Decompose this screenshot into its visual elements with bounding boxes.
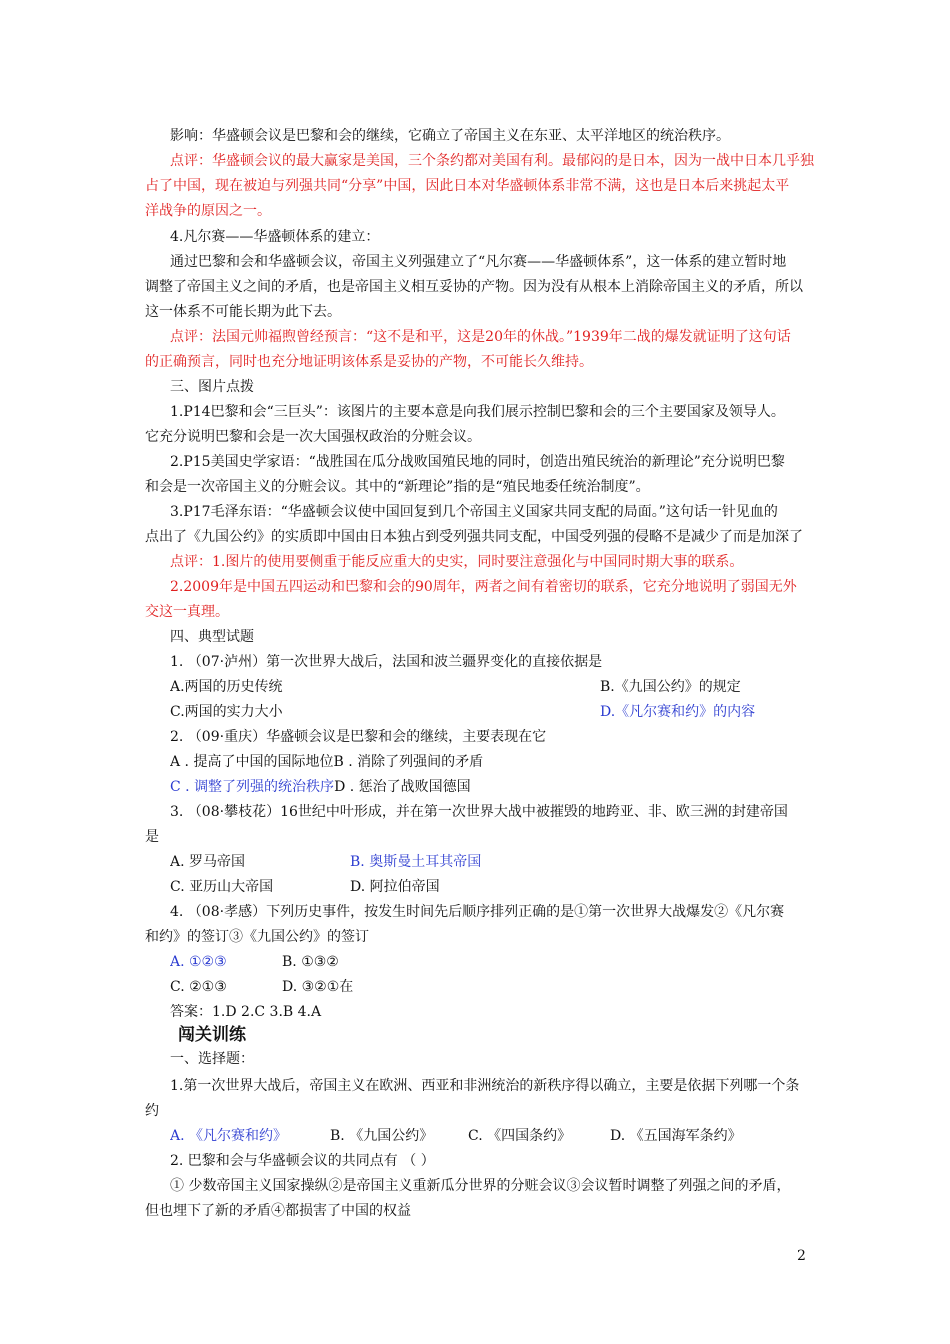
body-line: 调整了帝国主义之间的矛盾，也是帝国主义相互妥协的产物。因为没有从根本上消除帝国主义的矛盾，所以 xyxy=(145,279,803,295)
comment-line: 点评：法国元帅福煦曾经预言：“这不是和平，这是20年的休战。”1939年二战的爆发就证明了这句话 xyxy=(170,329,791,345)
option-c: C. ②①③ xyxy=(170,979,227,995)
option-c: C. 《四国条约》 xyxy=(468,1128,572,1144)
comment-line: 点评：华盛顿会议的最大赢家是美国，三个条约都对美国有利。最郁闷的是日本，因为一战中日本几乎独 xyxy=(170,153,814,169)
option-c: C.两国的实力大小 xyxy=(170,704,283,720)
training-question-1-stem: 1.第一次世界大战后，帝国主义在欧洲、西亚和非洲统治的新秩序得以确立，主要是依据下列哪一个条 xyxy=(170,1078,800,1094)
option-d: D. ③②①在 xyxy=(282,979,354,995)
option-d: D . 惩治了战败国德国 xyxy=(334,779,471,795)
option-row xyxy=(170,677,815,697)
comment-line: 交这一真理。 xyxy=(145,604,229,620)
option-row xyxy=(170,877,815,897)
option-row xyxy=(170,1126,815,1146)
question-3-stem: 是 xyxy=(145,829,159,845)
body-line: 但也埋下了新的矛盾④都损害了中国的权益 xyxy=(145,1203,411,1219)
option-b-answer: B. 奥斯曼土耳其帝国 xyxy=(350,854,482,870)
option-row: A . 提高了中国的国际地位B . 消除了列强间的矛盾 xyxy=(170,754,484,770)
question-2-stem: 2. （09·重庆）华盛顿会议是巴黎和会的继续，主要表现在它 xyxy=(170,729,547,745)
option-row xyxy=(170,777,815,797)
influence-paragraph: 影响：华盛顿会议是巴黎和会的继续，它确立了帝国主义在东亚、太平洋地区的统治秩序。 xyxy=(170,128,730,144)
body-line: 和会是一次帝国主义的分赃会议。其中的“新理论”指的是“殖民地委任统治制度”。 xyxy=(145,479,650,495)
question-4-stem: 4. （08·孝感）下列历史事件，按发生时间先后顺序排列正确的是①第一次世界大战爆发②《凡尔赛 xyxy=(170,904,785,920)
option-d: D. 《五国海军条约》 xyxy=(610,1128,742,1144)
question-4-stem: 和约》的签订③《九国公约》的签订 xyxy=(145,929,369,945)
body-line: 它充分说明巴黎和会是一次大国强权政治的分赃会议。 xyxy=(145,429,481,445)
body-line: 3.P17毛泽东语：“华盛顿会议使中国回复到几个帝国主义国家共同支配的局面。”这句话一针见血的 xyxy=(170,504,778,520)
option-a-answer: A. ①②③ xyxy=(170,954,227,970)
option-b: B. ①③② xyxy=(282,954,339,970)
body-line: ① 少数帝国主义国家操纵②是帝国主义重新瓜分世界的分赃会议③会议暂时调整了列强之间的矛盾， xyxy=(170,1178,791,1194)
section-4-title: 四、典型试题 xyxy=(170,629,254,645)
section-4-title: 4.凡尔赛——华盛顿体系的建立： xyxy=(170,229,380,245)
option-d-answer: D.《凡尔赛和约》的内容 xyxy=(600,704,756,720)
option-c-answer: C . 调整了列强的统治秩序 xyxy=(170,779,335,795)
option-a: A.两国的历史传统 xyxy=(170,679,283,695)
option-c: C. 亚历山大帝国 xyxy=(170,879,274,895)
option-row xyxy=(170,977,815,997)
body-line: 2.P15美国史学家语：“战胜国在瓜分战败国殖民地的同时，创造出殖民统治的新理论”充分说明巴黎 xyxy=(170,454,785,470)
comment-line: 2.2009年是中国五四运动和巴黎和会的90周年，两者之间有着密切的联系，它充分地说明了弱国无外 xyxy=(170,579,797,595)
option-d: D. 阿拉伯帝国 xyxy=(350,879,440,895)
option-a-answer: A. 《凡尔赛和约》 xyxy=(170,1128,288,1144)
option-row xyxy=(170,702,815,722)
body-line: 这一体系不可能长期为此下去。 xyxy=(145,304,341,320)
option-a: A. 罗马帝国 xyxy=(170,854,246,870)
comment-line: 的正确预言，同时也充分地证明该体系是妥协的产物，不可能长久维持。 xyxy=(145,354,593,370)
comment-line: 点评：1.图片的使用要侧重于能反应重大的史实，同时要注意强化与中国同时期大事的联系。 xyxy=(170,554,744,570)
option-row xyxy=(170,952,815,972)
training-heading: 闯关训练 xyxy=(178,1025,246,1045)
body-line: 点出了《九国公约》的实质即中国由日本独占到受列强共同支配，中国受列强的侵略不是减少了而是加深了 xyxy=(145,529,803,545)
comment-line: 占了中国，现在被迫与列强共同“分享”中国，因此日本对华盛顿体系非常不满，这也是日本后来挑起太平 xyxy=(145,178,790,194)
training-question-1-stem: 约 xyxy=(145,1103,159,1119)
page-number: 2 xyxy=(797,1248,806,1264)
option-b: B. 《九国公约》 xyxy=(330,1128,434,1144)
comment-line: 洋战争的原因之一。 xyxy=(145,203,271,219)
option-row xyxy=(170,852,815,872)
answer-key: 答案：1.D 2.C 3.B 4.A xyxy=(170,1004,322,1020)
question-1-stem: 1. （07·泸州）第一次世界大战后，法国和波兰疆界变化的直接依据是 xyxy=(170,654,603,670)
body-line: 通过巴黎和会和华盛顿会议，帝国主义列强建立了“凡尔赛——华盛顿体系”，这一体系的建立暂时地 xyxy=(170,254,787,270)
option-b: B.《九国公约》的规定 xyxy=(600,679,741,695)
body-line: 1.P14巴黎和会“三巨头”：该图片的主要本意是向我们展示控制巴黎和会的三个主要国家及领导人。 xyxy=(170,404,785,420)
training-question-2-stem: 2. 巴黎和会与华盛顿会议的共同点有 （ ） xyxy=(170,1153,435,1169)
choice-section-title: 一、选择题： xyxy=(170,1051,254,1067)
question-3-stem: 3. （08·攀枝花）16世纪中叶形成，并在第一次世界大战中被摧毁的地跨亚、非、欧三洲的封建帝国 xyxy=(170,804,788,820)
section-3-title: 三、图片点拨 xyxy=(170,379,254,395)
